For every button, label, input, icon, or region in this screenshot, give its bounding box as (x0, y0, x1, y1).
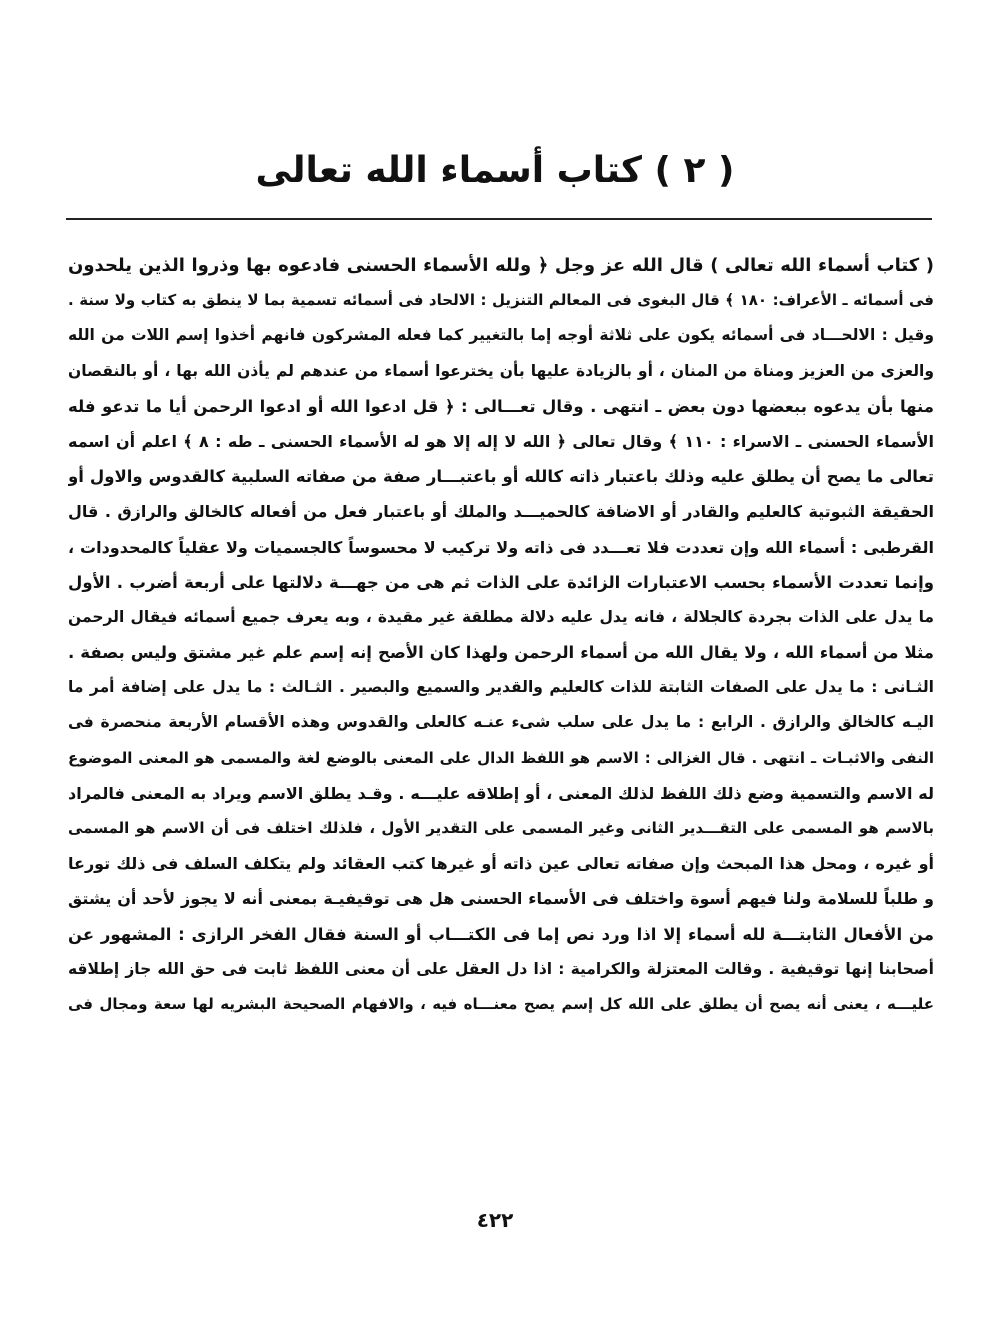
text-line: بالاسم هو المسمى على التقـــدير الثانى وغير المسمى على التقدير الأول ، فلذلك اختلف فى أن الاسم هو المسمى (68, 819, 934, 837)
text-line: أو غيره ، ومحل هذا المبحث وإن صفاته تعالى عين ذاته أو غيرها كتب العقائد ولم يتكلف السلف فى ذلك تورعا (68, 854, 934, 874)
text-line: اليـه كالخالق والرازق . الرابع : ما يدل على سلب شىء عنـه كالعلى والقدوس وهذه الأقسام الأربعة منحصرة فى (68, 713, 934, 732)
text-line: مثلا من أسماء الله ، ولا يقال الله من أسماء الرحمن ولهذا كان الأصح إنه إسم علم غير مشتق وليس بصفة . (68, 643, 934, 663)
text-line: الثـانى : ما يدل على الصفات الثابتة للذات كالعليم والقدير والسميع والبصير . الثـالث : ما يدل على إضافة أمر ما (68, 678, 934, 697)
text-line: وقيل : الالحـــاد فى أسمائه يكون على ثلاثة أوجه إما بالتغيير كما فعله المشركون فانهم أخذوا إسم اللات من الله (68, 326, 934, 345)
text-line: ما يدل على الذات بجردة كالجلالة ، فانه يدل عليه دلالة مطلقة غير مقيدة ، وبه يعرف جميع أسمائه فيقال الرحمن (68, 607, 934, 626)
text-line: النفى والاثبـات ـ انتهى . قال الغزالى : الاسم هو اللفظ الدال على المعنى بالوضع لغة والمسمى هو المعنى الموضوع (68, 748, 934, 767)
text-line: أصحابنا إنها توقيفية . وقالت المعتزلة والكرامية : اذا دل العقل على أن معنى اللفظ ثابت فى حق الله جاز إطلاقه (68, 959, 934, 978)
body-text (68, 248, 934, 1022)
text-line: القرطبى : أسماء الله وإن تعددت فلا تعـــدد فى ذاته ولا تركيب لا محسوساً كالجسميات ولا عقلياً كالمحدودات ، (68, 537, 934, 557)
text-line: ( كتاب أسماء الله تعالى ) قال الله عز وجل ﴿ ولله الأسماء الحسنى فادعوه بها وذروا الذين يلحدون (68, 255, 934, 276)
text-line: فى أسمائه ـ الأعراف: ١٨٠ ﴾ قال البغوى فى المعالم التنزيل : الالحاد فى أسمائه تسمية بما لا ينطق به كتاب ولا سنة . (68, 291, 934, 310)
text-line: من الأفعال الثابتـــة لله أسماء إلا اذا ورد نص إما فى الكتـــاب أو السنة فقال الفخر الرازى : المشهور عن (68, 924, 934, 944)
text-line: و طلباً للسلامة ولنا فيهم أسوة واختلف فى الأسماء الحسنى هل هى توقيفيـة بمعنى أنه لا يجوز لأحد أن يشتق (68, 889, 934, 909)
text-line: وإنما تعددت الأسماء بحسب الاعتبارات الزائدة على الذات ثم هى من جهـــة دلالتها على أربعة أضرب . الأول (68, 572, 934, 592)
page-number: ٤٢٢ (476, 1208, 514, 1232)
text-line: تعالى ما يصح أن يطلق عليه وذلك باعتبار ذاته كالله أو باعتبـــار صفة من صفاته السلبية كالقدوس والاول أو (68, 467, 934, 487)
text-line: عليـــه ، يعنى أنه يصح أن يطلق على الله كل إسم يصح معنـــاه فيه ، والافهام الصحيحة البشريه لها سعة ومجال فى (68, 994, 934, 1013)
page-title: ( ٢ ) كتاب أسماء الله تعالى (255, 150, 735, 191)
text-line: له الاسم والتسمية وضع ذلك اللفظ لذلك المعنى ، أو إطلاقه عليـــه . وقـد يطلق الاسم ويراد به المعنى فالمراد (68, 783, 934, 803)
text-line: والعزى من العزيز ومناة من المنان ، أو بالزيادة عليها بأن يخترعوا أسماء من عندهم لم يأذن الله بها ، أو بالنقصان (68, 361, 934, 380)
text-line: منها بأن يدعوه ببعضها دون بعض ـ انتهى . وقال تعـــالى : ﴿ قل ادعوا الله أو ادعوا الرحمن أيا ما تدعو فله (68, 396, 934, 416)
text-line: الأسماء الحسنى ـ الاسراء : ١١٠ ﴾ وقال تعالى ﴿ الله لا إله إلا هو له الأسماء الحسنى ـ طه : ٨ ﴾ اعلم أن اسمه (68, 431, 934, 451)
title-divider (66, 218, 932, 220)
text-line: الحقيقة الثبوتية كالعليم والقادر أو الاضافة كالحميـــد والملك أو باعتبار فعل من أفعاله كالخالق والرازق . قال (68, 502, 934, 522)
